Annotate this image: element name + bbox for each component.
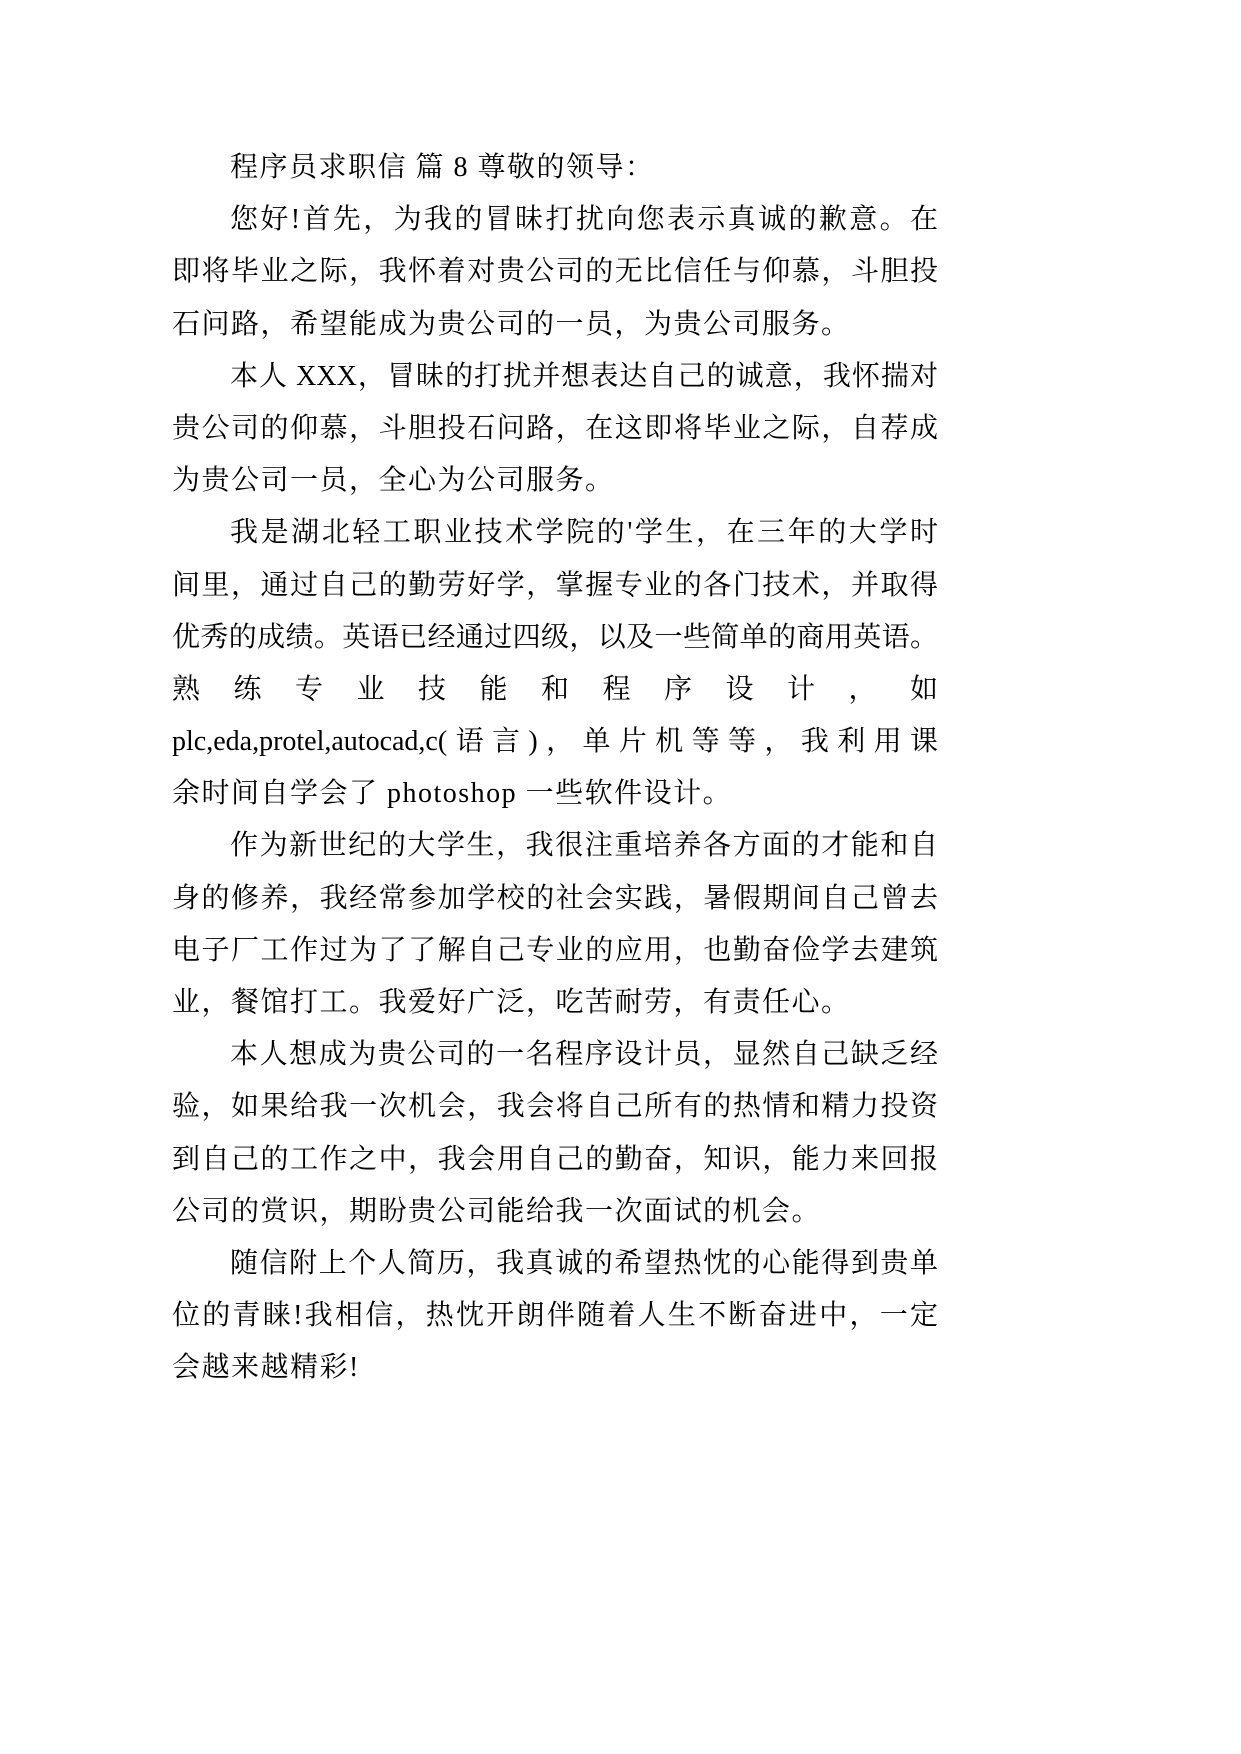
text-line: 本人想成为贵公司的一名程序设计员，显然自己缺乏经 bbox=[230, 1039, 938, 1071]
text-line: 到自己的工作之中，我会用自己的勤奋，知识，能力来回报 bbox=[172, 1143, 938, 1175]
text-line: 公司的赏识，期盼贵公司能给我一次面试的机会。 bbox=[172, 1195, 822, 1227]
text-line: 验，如果给我一次机会，我会将自己所有的热情和精力投资 bbox=[172, 1091, 938, 1123]
text-line: 位的青睐!我相信，热忱开朗伴随着人生不断奋进中，一定 bbox=[172, 1300, 938, 1332]
paragraph-introduction bbox=[172, 351, 938, 508]
paragraph-greeting bbox=[172, 194, 938, 351]
text-line: 身的修养，我经常参加学校的社会实践，暑假期间自己曾去 bbox=[172, 882, 938, 914]
text-line: 间里，通过自己的勤劳好学，掌握专业的各门技术，并取得 bbox=[172, 569, 938, 601]
text-line: 石问路，希望能成为贵公司的一员，为贵公司服务。 bbox=[172, 308, 851, 340]
text-line: 随信附上个人简历，我真诚的希望热忱的心能得到贵单 bbox=[230, 1247, 938, 1279]
text-line: plc,eda,protel,autocad,c(语言)，单片机等等，我利用课 bbox=[172, 726, 938, 758]
text-line: 我是湖北轻工职业技术学院的'学生，在三年的大学时 bbox=[230, 517, 938, 549]
text-line: 本人 XXX，冒昧的打扰并想表达自己的诚意，我怀揣对 bbox=[230, 360, 938, 392]
text-line: 熟 练 专 业 技 能 和 程 序 设 计 ， 如 bbox=[172, 673, 938, 705]
text-line: 会越来越精彩! bbox=[172, 1352, 360, 1384]
text-line: 电子厂工作过为了了解自己专业的应用，也勤奋俭学去建筑 bbox=[172, 934, 938, 966]
letter-body bbox=[172, 142, 938, 1395]
text-line: 余时间自学会了 photoshop 一些软件设计。 bbox=[172, 778, 733, 810]
text-line: 您好!首先，为我的冒昧打扰向您表示真诚的歉意。在 bbox=[230, 204, 938, 236]
text-line: 业，餐馆打工。我爱好广泛，吃苦耐劳，有责任心。 bbox=[172, 987, 851, 1018]
text-line: 优秀的成绩。英语已经通过四级，以及一些简单的商用英语。 bbox=[172, 621, 938, 653]
paragraph-closing bbox=[172, 1238, 938, 1395]
text-line: 即将毕业之际，我怀着对贵公司的无比信任与仰慕，斗胆投 bbox=[172, 256, 938, 288]
paragraph-experience bbox=[172, 820, 938, 1029]
text-line: 为贵公司一员，全心为公司服务。 bbox=[172, 465, 615, 497]
text-line: 贵公司的仰慕，斗胆投石问路，在这即将毕业之际，自荐成 bbox=[172, 412, 938, 444]
paragraph-goal bbox=[172, 1029, 938, 1238]
letter-heading bbox=[172, 142, 938, 194]
paragraph-education bbox=[172, 507, 938, 820]
text-line: 作为新世纪的大学生，我很注重培养各方面的才能和自 bbox=[230, 830, 938, 862]
heading-line: 程序员求职信 篇 8 尊敬的领导： bbox=[230, 152, 655, 183]
